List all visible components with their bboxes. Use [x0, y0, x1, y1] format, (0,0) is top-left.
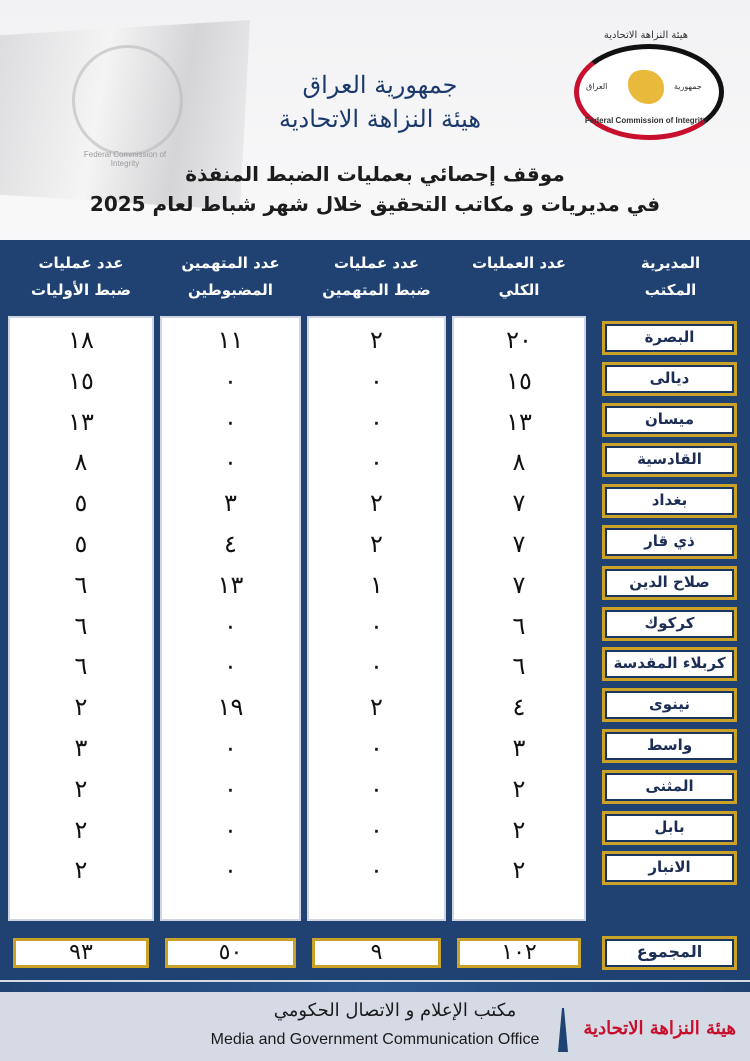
table-cell: ٤	[512, 693, 526, 722]
table-cell: ٣	[224, 489, 237, 518]
table-cell: ٥	[74, 489, 88, 518]
table-cell: ٧	[512, 530, 526, 558]
table-cell: ٥	[74, 530, 88, 558]
table-cell: ٠	[224, 448, 237, 477]
table-cell: ٧	[512, 489, 526, 518]
table-cell: ٠	[370, 448, 383, 477]
table-cell: ٤	[224, 530, 237, 558]
col-header-line: عدد العمليات	[471, 254, 567, 272]
col-header-arrested	[160, 250, 301, 310]
total-evidence-ops: ٩٣	[13, 938, 149, 968]
totals-label: المجموع	[602, 936, 737, 970]
table-cell: ٢	[370, 530, 383, 558]
column-arrest-ops	[307, 316, 446, 921]
footer-logo-text: هيئة النزاهة الاتحادية	[583, 1018, 736, 1039]
logo-bottom-text: Federal Commission of Integrity	[584, 116, 708, 125]
table-cell: ٢	[74, 856, 88, 885]
directorate-label: القادسية	[602, 443, 737, 477]
directorate-label: كربلاء المقدسة	[602, 647, 737, 681]
table-cell: ٠	[370, 856, 383, 885]
col-header-line: عدد عمليات	[333, 254, 420, 272]
table-cell: ٢	[512, 815, 526, 844]
directorate-label: ميسان	[602, 403, 737, 437]
column-arrested	[160, 316, 301, 921]
table-cell: ٢	[370, 326, 383, 354]
table-cell: ٠	[224, 856, 237, 885]
table-cell: ٠	[370, 652, 383, 681]
report-title-line1: موقف إحصائي بعمليات الضبط المنفذة	[185, 162, 565, 186]
column-total	[452, 316, 586, 921]
total-overall: ١٠٢	[457, 938, 581, 968]
col-header-line: ضبط المتهمين	[322, 281, 431, 299]
col-header-line: المكتب	[644, 281, 697, 299]
footer-office-arabic: مكتب الإعلام و الاتصال الحكومي	[273, 1000, 517, 1021]
directorate-label: كركوك	[602, 607, 737, 641]
table-cell: ٠	[370, 815, 383, 844]
logo-top-text: هيئة النزاهة الاتحادية	[603, 30, 689, 41]
table-cell: ٨	[74, 448, 88, 477]
col-header-directorate	[598, 250, 743, 310]
table-cell: ٢	[74, 774, 88, 803]
table-cell: ٢٠	[506, 326, 532, 354]
directorate-label: صلاح الدين	[602, 566, 737, 600]
flag-emblem-icon	[72, 45, 183, 156]
directorate-label: بابل	[602, 811, 737, 845]
table-cell: ٢	[370, 693, 383, 722]
col-header-line: عدد المتهمين	[181, 254, 280, 272]
directorate-label: ذي قار	[602, 525, 737, 559]
col-header-evidence-ops	[8, 250, 154, 310]
table-cell: ٠	[224, 407, 237, 436]
table-cell: ٢	[74, 815, 88, 844]
table-cell: ٣	[512, 734, 526, 762]
commission-logo	[566, 30, 722, 140]
header	[0, 0, 750, 238]
col-header-line: عدد عمليات	[38, 254, 124, 272]
table-cell: ١٣	[68, 407, 94, 436]
directorate-label: واسط	[602, 729, 737, 763]
table-cell: ١٩	[217, 693, 244, 722]
directorate-label: الانبار	[602, 851, 737, 885]
table-cell: ٠	[370, 734, 383, 762]
directorate-label: بغداد	[602, 484, 737, 518]
footer-office-english: Media and Government Communication Office	[210, 1031, 540, 1048]
col-header-line: المديرية	[640, 254, 701, 272]
table-cell: ٠	[370, 774, 383, 803]
table-cell: ٠	[224, 734, 237, 762]
col-header-total	[452, 250, 586, 310]
table-cell: ٢	[370, 489, 383, 518]
table-cell: ٢	[512, 774, 526, 803]
directorate-label: البصرة	[602, 321, 737, 355]
table-cell: ١٥	[506, 366, 532, 395]
table-cell: ٠	[370, 366, 383, 395]
table-cell: ٣	[74, 734, 88, 762]
commission-name: هيئة النزاهة الاتحادية	[279, 105, 481, 133]
table-cell: ١١	[217, 326, 244, 354]
table-cell: ٦	[512, 611, 526, 640]
table-cell: ٠	[224, 611, 237, 640]
table-cell: ٠	[224, 652, 237, 681]
table-cell: ٢	[512, 856, 526, 885]
column-evidence-ops	[8, 316, 154, 921]
table-cell: ٠	[370, 611, 383, 640]
logo-left-text: العراق	[586, 82, 608, 91]
table-cell: ٠	[370, 407, 383, 436]
table-cell: ٨	[512, 448, 526, 477]
tower-icon	[558, 1008, 568, 1052]
table-cell: ٢	[74, 693, 88, 722]
report-title-line2: في مديريات و مكاتب التحقيق خلال شهر شباط لعام 2025	[89, 192, 661, 216]
table-cell: ١	[370, 570, 383, 599]
table-cell: ٦	[74, 652, 88, 681]
table-cell: ٦	[512, 652, 526, 681]
directorate-label: ديالى	[602, 362, 737, 396]
table-cell: ١٥	[68, 366, 94, 395]
table-cell: ١٣	[217, 570, 244, 599]
col-header-arrest-ops	[307, 250, 446, 310]
footer-band	[0, 982, 750, 992]
flag-emblem-text: Federal Commission of Integrity	[83, 150, 167, 168]
col-header-line: الكلي	[498, 281, 540, 299]
directorate-label: المثنى	[602, 770, 737, 804]
table-cell: ٦	[74, 611, 88, 640]
col-header-line: ضبط الأوليات	[31, 281, 131, 299]
logo-right-text: جمهورية	[674, 82, 702, 91]
republic-heading	[250, 68, 510, 136]
table-cell: ١٨	[68, 326, 94, 354]
total-arrest-ops: ٩	[312, 938, 441, 968]
table-cell: ٠	[224, 366, 237, 395]
footer-logo	[548, 1008, 738, 1054]
table-cell: ١٣	[506, 407, 532, 436]
republic-name: جمهورية العراق	[302, 71, 458, 99]
table-cell: ٦	[74, 570, 88, 599]
table-cell: ٠	[224, 774, 237, 803]
total-arrested: ٥٠	[165, 938, 296, 968]
table-cell: ٧	[512, 570, 526, 599]
col-header-line: المضبوطين	[188, 281, 273, 299]
directorate-label: نينوى	[602, 688, 737, 722]
table-cell: ٠	[224, 815, 237, 844]
